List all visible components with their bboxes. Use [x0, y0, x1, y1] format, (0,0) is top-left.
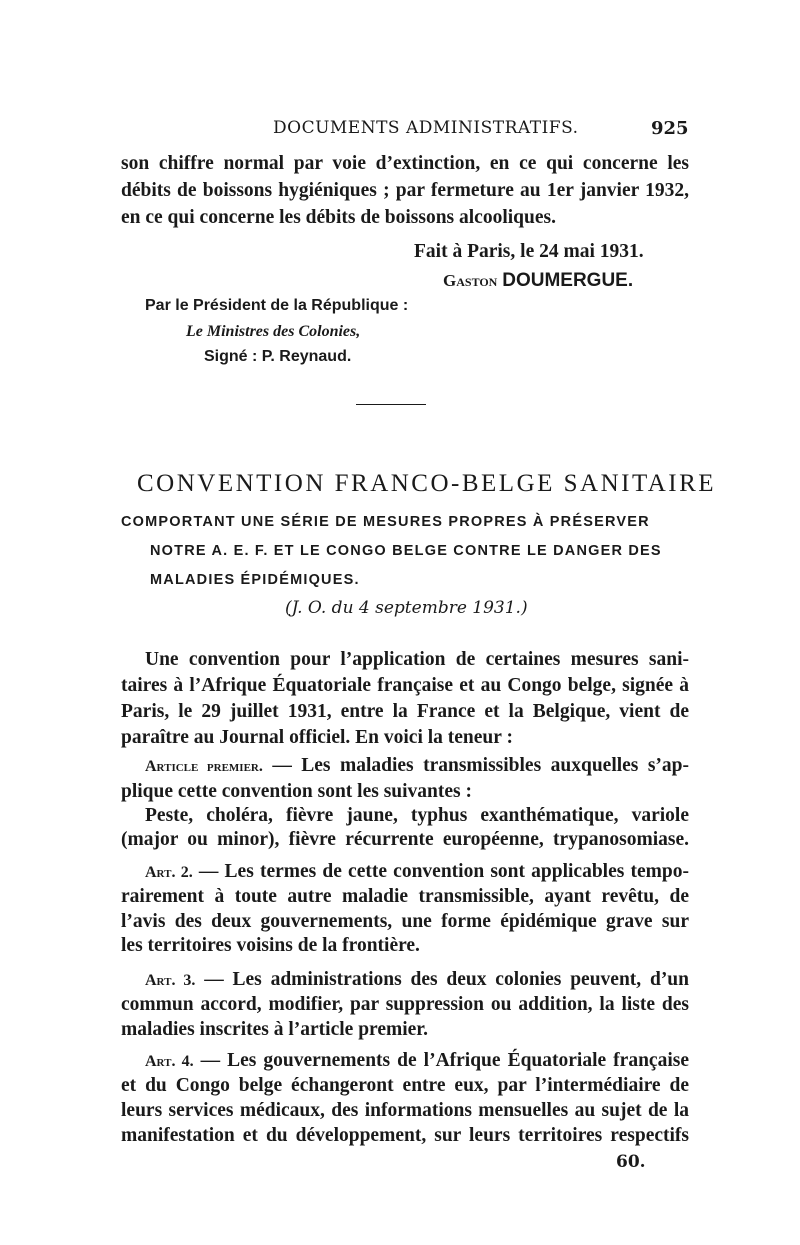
separator-rule	[356, 404, 426, 405]
article-first-line	[145, 1047, 689, 1075]
article-text: — Les termes de cette convention sont applicables tempo-	[198, 861, 689, 882]
article-first-line	[145, 858, 689, 886]
body-line: Paris, le 29 juillet 1931, entre la France et la Belgique, vient de	[121, 701, 689, 722]
signature-mark: 60.	[616, 1152, 646, 1172]
page-number: 925	[651, 118, 689, 139]
intro-line: en ce qui concerne les débits de boissons alcooliques.	[121, 207, 556, 228]
minister-line: Le Ministres des Colonies,	[186, 323, 361, 340]
convention-subtitle-line: NOTRE A. E. F. ET LE CONGO BELGE CONTRE LE DANGER DES	[150, 543, 662, 559]
by-president-line: Par le Président de la République :	[145, 297, 409, 314]
article-line: rairement à toute autre maladie transmissible, ayant revêtu, de	[121, 886, 689, 907]
convention-title: CONVENTION FRANCO-BELGE SANITAIRE	[137, 470, 717, 497]
body-line: taires à l’Afrique Équatoriale française et au Congo belge, signée à	[121, 675, 689, 696]
article-first-line	[145, 752, 689, 780]
body-line: Une convention pour l’application de certaines mesures sani-	[145, 649, 689, 670]
signatory-first-name: Gaston	[443, 271, 498, 290]
article-line: plique cette convention sont les suivantes :	[121, 781, 472, 802]
article-line: maladies inscrites à l’article premier.	[121, 1019, 429, 1040]
article-line: manifestation et du développement, sur leurs territoires respectifs	[121, 1125, 689, 1146]
body-line: paraître au Journal officiel. En voici la teneur :	[121, 727, 513, 748]
signatory-last-name: DOUMERGUE.	[502, 270, 634, 291]
article-label: Art. 3.	[145, 972, 196, 989]
intro-line: son chiffre normal par voie d’extinction, en ce qui concerne les	[121, 153, 689, 174]
article-line: l’avis des deux gouvernements, une forme épidémique grave sur	[121, 911, 689, 932]
convention-subtitle-line: MALADIES ÉPIDÉMIQUES.	[150, 572, 360, 588]
signed-line: Signé : P. Reynaud.	[204, 348, 352, 365]
article-label: Art. 2.	[145, 864, 193, 881]
article-line: les territoires voisins de la frontière.	[121, 935, 420, 956]
convention-subtitle-line: COMPORTANT UNE SÉRIE DE MESURES PROPRES À PRÉSERVER	[121, 514, 650, 530]
article-text: — Les maladies transmissibles auxquelles s’ap-	[272, 755, 690, 776]
article-line: leurs services médicaux, des informations mensuelles au sujet de la	[121, 1100, 689, 1121]
article-label: Art. 4.	[145, 1053, 194, 1070]
article-label: Article premier.	[145, 758, 263, 775]
article-text: — Les administrations des deux colonies peuvent, d’un	[204, 969, 689, 990]
article-line: Peste, choléra, fièvre jaune, typhus exanthématique, variole	[145, 805, 689, 826]
place-date: Fait à Paris, le 24 mai 1931.	[414, 241, 644, 262]
article-line: commun accord, modifier, par suppression ou addition, la liste des	[121, 994, 689, 1015]
article-first-line	[145, 966, 689, 994]
article-line: et du Congo belge échangeront entre eux, par l’intermédiaire de	[121, 1075, 689, 1096]
article-line: (major ou minor), fièvre récurrente européenne, trypanosomiase.	[121, 829, 689, 850]
signatory	[443, 267, 633, 294]
article-text: — Les gouvernements de l’Afrique Équatoriale française	[200, 1050, 689, 1071]
intro-line: débits de boissons hygiéniques ; par fermeture au 1er janvier 1932,	[121, 180, 689, 201]
running-header-title: DOCUMENTS ADMINISTRATIFS.	[273, 118, 579, 138]
journal-reference: (J. O. du 4 septembre 1931.)	[285, 598, 528, 618]
